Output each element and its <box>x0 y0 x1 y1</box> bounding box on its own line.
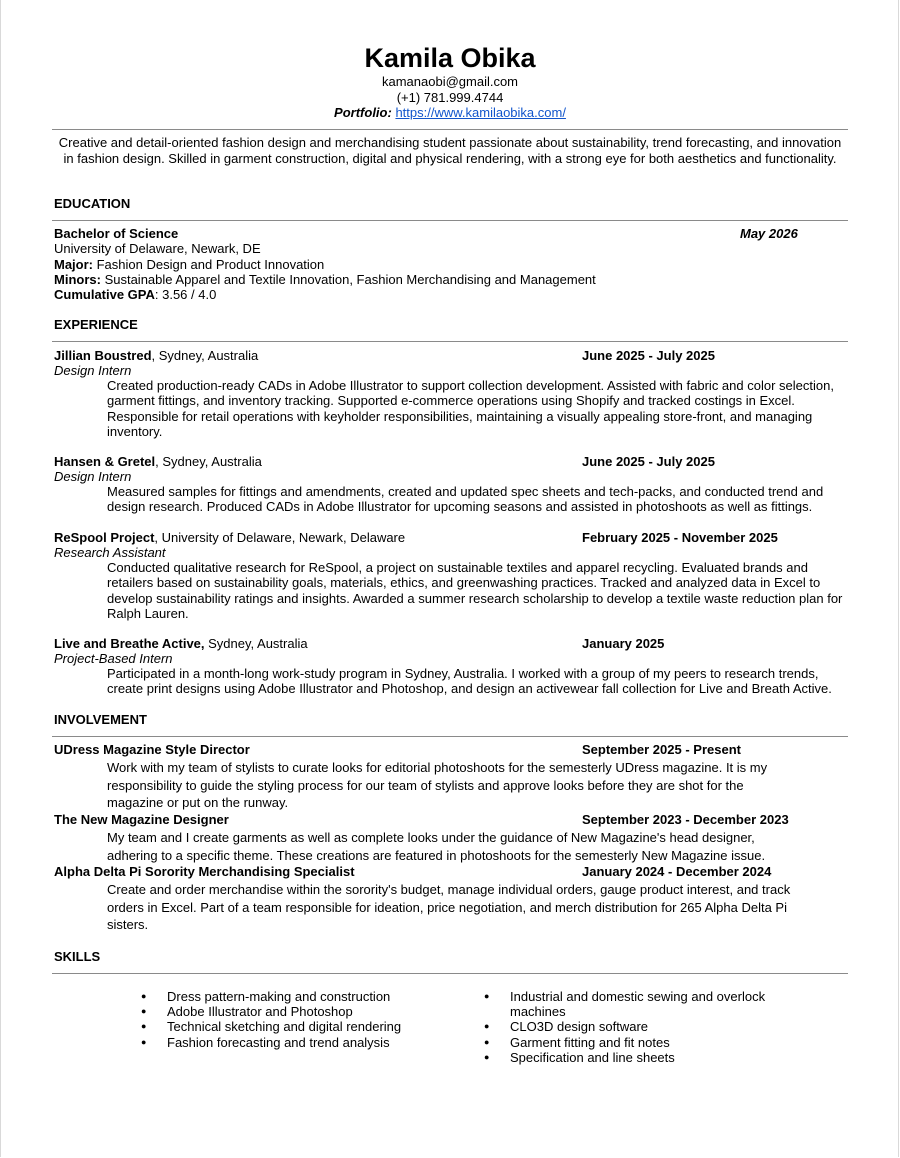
skills-divider <box>52 973 848 974</box>
skills-heading: SKILLS <box>54 949 101 964</box>
skills-list-right <box>484 989 780 1065</box>
skill-item: ● Dress pattern-making and construction <box>141 989 451 1004</box>
education-heading: EDUCATION <box>54 196 131 211</box>
major-value: Fashion Design and Product Innovation <box>93 257 325 272</box>
experience-description: Participated in a month-long work-study program in Sydney, Australia. I worked with a group of my peers to research trends, create print designs using Adobe Illustrator and Photoshop, and design an activewear fall collection for Live and Breath Active. <box>107 666 832 697</box>
involvement-role: The New Magazine Designer <box>54 812 229 827</box>
minors <box>54 272 596 287</box>
involvement-dates: January 2024 - December 2024 <box>582 864 772 879</box>
minors-label: Minors: <box>54 272 101 287</box>
experience-location: , Sydney, Australia <box>155 454 262 469</box>
graduation-date: May 2026 <box>740 226 798 241</box>
gpa-label: Cumulative GPA <box>54 287 155 302</box>
experience-role: Design Intern <box>54 469 132 484</box>
gpa-value: : 3.56 / 4.0 <box>154 287 217 302</box>
major-label: Major: <box>54 257 93 272</box>
phone: (+1) 781.999.4744 <box>396 90 504 105</box>
experience-heading: EXPERIENCE <box>54 317 138 332</box>
experience-org-line <box>54 636 308 651</box>
candidate-name: Kamila Obika <box>364 43 536 73</box>
experience-description: Created production-ready CADs in Adobe Illustrator to support collection development. Assisted with fabric and color selection, garment fittings, and inventory tracking. Supported e-commerce operations using Shopify and tracked costings in Excel. Responsible for retail operations with keyholder responsibilities, maintaining a visually appealing store-front, and managing inventory. <box>107 378 834 440</box>
minors-value: Sustainable Apparel and Textile Innovation, Fashion Merchandising and Management <box>100 272 596 287</box>
involvement-role: Alpha Delta Pi Sorority Merchandising Specialist <box>54 864 355 879</box>
skill-item: ● Fashion forecasting and trend analysis <box>141 1035 451 1050</box>
skill-item: ● Industrial and domestic sewing and overlock machines <box>484 989 780 1019</box>
involvement-description: My team and I create garments as well as complete looks under the guidance of New Magazine's head designer, adhering to a specific theme. These creations are featured in photoshoots for the semesterly New Magazine issue. <box>107 830 766 863</box>
experience-dates: January 2025 <box>582 636 665 651</box>
experience-divider <box>52 341 848 342</box>
gpa <box>54 287 216 302</box>
involvement-dates: September 2025 - Present <box>582 742 741 757</box>
experience-org: Live and Breathe Active, <box>54 636 205 651</box>
portfolio-line <box>0 105 900 121</box>
experience-role: Research Assistant <box>54 545 166 560</box>
experience-location: , Sydney, Australia <box>151 348 259 363</box>
skills-list-left <box>141 989 451 1050</box>
involvement-dates: September 2023 - December 2023 <box>582 812 789 827</box>
involvement-heading: INVOLVEMENT <box>54 712 147 727</box>
involvement-divider <box>52 736 848 737</box>
experience-org-line <box>54 348 258 363</box>
email: kamanaobi@gmail.com <box>381 74 519 89</box>
skill-item: ● Garment fitting and fit notes <box>484 1035 780 1050</box>
experience-org-line <box>54 530 405 545</box>
education-divider <box>52 220 848 221</box>
experience-role: Project-Based Intern <box>54 651 173 666</box>
involvement-description: Work with my team of stylists to curate looks for editorial photoshoots for the semesterly UDress magazine. It is my responsibility to guide the styling process for our team of stylists and approve looks before they are shot for the magazine or put on the runway. <box>107 760 768 810</box>
skill-item: ● Technical sketching and digital rendering <box>141 1019 451 1034</box>
summary: Creative and detail-oriented fashion design and merchandising student passionate about sustainability, trend forecasting, and innovation in fashion design. Skilled in garment construction, digital and physical rendering, with a strong eye for both aesthetics and functionality. <box>58 135 842 166</box>
skill-item: ● Specification and line sheets <box>484 1050 780 1065</box>
experience-location: Sydney, Australia <box>204 636 308 651</box>
skill-item: ● CLO3D design software <box>484 1019 780 1034</box>
school: University of Delaware, Newark, DE <box>54 241 261 256</box>
degree: Bachelor of Science <box>54 226 179 241</box>
involvement-description: Create and order merchandise within the sorority's budget, manage individual orders, gauge product interest, and track orders in Excel. Part of a team responsible for ideation, price negotiation, and merch distribution for 265 Alpha Delta Pi sisters. <box>107 882 791 932</box>
experience-dates: February 2025 - November 2025 <box>582 530 778 545</box>
experience-role: Design Intern <box>54 363 132 378</box>
involvement-role: UDress Magazine Style Director <box>54 742 250 757</box>
major <box>54 257 324 272</box>
experience-description: Conducted qualitative research for ReSpool, a project on sustainable textiles and apparel recycling. Evaluated brands and retailers based on sustainability goals, materials, ethics, and greenwashing practices. Tracked and analyzed data in Excel to develop sustainability ratings and insights. Awarded a summer research scholarship to develop a textile waste reduction plan for Ralph Lauren. <box>107 560 843 622</box>
portfolio-label: Portfolio: <box>334 105 392 120</box>
experience-org: Jillian Boustred <box>54 348 152 363</box>
experience-description: Measured samples for fittings and amendments, created and updated spec sheets and tech-packs, and conducted trend and design research. Produced CADs in Adobe Illustrator for upcoming seasons and assisted in photoshoots as well as fittings. <box>107 484 824 515</box>
skill-item: ● Adobe Illustrator and Photoshop <box>141 1004 451 1019</box>
experience-org-line <box>54 454 262 469</box>
experience-dates: June 2025 - July 2025 <box>582 454 715 469</box>
experience-org: ReSpool Project <box>54 530 155 545</box>
experience-dates: June 2025 - July 2025 <box>582 348 715 363</box>
experience-location: , University of Delaware, Newark, Delaware <box>154 530 406 545</box>
portfolio-link[interactable]: https://www.kamilaobika.com/ <box>395 105 566 120</box>
experience-org: Hansen & Gretel <box>54 454 156 469</box>
header-divider <box>52 129 848 130</box>
